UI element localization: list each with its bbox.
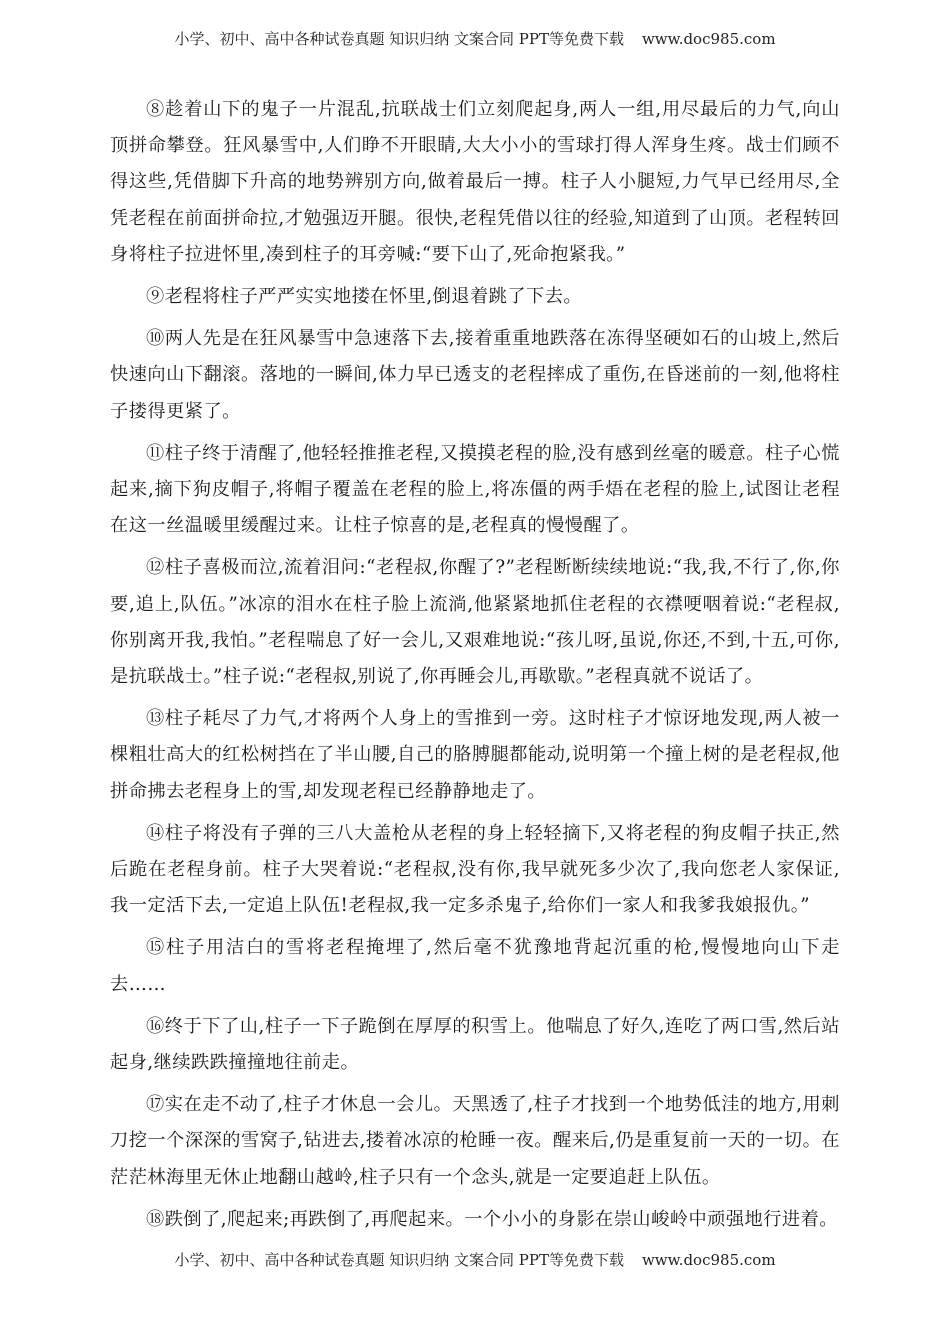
paragraph-15: ⑮柱子用洁白的雪将老程掩埋了,然后毫不犹豫地背起沉重的枪,慢慢地向山下走去…… xyxy=(110,937,840,995)
paragraph-9: ⑨老程将柱子严严实实地搂在怀里,倒退着跳了下去。 xyxy=(146,286,583,308)
header-text: 小学、初中、高中各种试卷真题 知识归纳 文案合同 PPT等免费下载 xyxy=(174,30,624,48)
paragraph-12: ⑫柱子喜极而泣,流着泪问:“老程叔,你醒了?”老程断断续续地说:“我,我,不行了,你,你要,追上,队伍。”冰凉的泪水在柱子脸上流淌,他紧紧地抓住老程的衣襟哽咽着说:“老程叔,你别离开我,我怕。”老程喘息了好一会儿,又艰难地说:“孩儿呀,虽说,你还,不到,十五,可你,是抗联战士。”柱子说:“老程叔,别说了,你再睡会儿,再歇歇。”老程真就不说话了。 xyxy=(110,557,840,688)
paragraph-18: ⑱跌倒了,爬起来;再跌倒了,再爬起来。一个小小的身影在崇山峻岭中顽强地行进着。 xyxy=(146,1208,838,1230)
paragraph-16: ⑯终于下了山,柱子一下子跪倒在厚厚的积雪上。他喘息了好久,连吃了两口雪,然后站起身,继续跌跌撞撞地往前走。 xyxy=(110,1015,840,1074)
paragraph-10: ⑩两人先是在狂风暴雪中急速落下去,接着重重地跌落在冻得坚硬如石的山坡上,然后快速向山下翻滚。落地的一瞬间,体力早已透支的老程摔成了重伤,在昏迷前的一刻,他将柱子搂得更紧了。 xyxy=(110,328,840,422)
header-url[interactable]: www.doc985.com xyxy=(641,30,776,48)
paragraph-17: ⑰实在走不动了,柱子才休息一会儿。天黑透了,柱子才找到一个地势低洼的地方,用刺刀挖一个深深的雪窝子,钻进去,搂着冰凉的枪睡一夜。醒来后,仍是重复前一天的一切。在茫茫林海里无休止地翻山越岭,柱子只有一个念头,就是一定要追赶上队伍。 xyxy=(110,1094,840,1188)
page-header xyxy=(0,28,950,49)
paragraph-8: ⑧趁着山下的鬼子一片混乱,抗联战士们立刻爬起身,两人一组,用尽最后的力气,向山顶拼命攀登。狂风暴雪中,人们睁不开眼睛,大大小小的雪球打得人浑身生疼。战士们顾不得这些,凭借脚下升高的地势辨别方向,做着最后一搏。柱子人小腿短,力气早已经用尽,全凭老程在前面拼命拉,才勉强迈开腿。很快,老程凭借以往的经验,知道到了山顶。老程转回身将柱子拉进怀里,凑到柱子的耳旁喊:“要下山了,死命抱紧我。” xyxy=(110,99,840,265)
paragraph-11: ⑪柱子终于清醒了,他轻轻推推老程,又摸摸老程的脸,没有感到丝毫的暖意。柱子心慌起来,摘下狗皮帽子,将帽子覆盖在老程的脸上,将冻僵的两手焐在老程的脸上,试图让老程在这一丝温暖里缓醒过来。让柱子惊喜的是,老程真的慢慢醒了。 xyxy=(110,442,840,537)
paragraph-13: ⑬柱子耗尽了力气,才将两个人身上的雪推到一旁。这时柱子才惊讶地发现,两人被一棵粗壮高大的红松树挡在了半山腰,自己的胳膊腿都能动,说明第一个撞上树的是老程叔,他拼命拂去老程身上的雪,却发现老程已经静静地走了。 xyxy=(110,708,840,802)
footer-url[interactable]: www.doc985.com xyxy=(641,1251,776,1269)
footer-text: 小学、初中、高中各种试卷真题 知识归纳 文案合同 PPT等免费下载 xyxy=(174,1251,624,1269)
paragraph-14: ⑭柱子将没有子弹的三八大盖枪从老程的身上轻轻摘下,又将老程的狗皮帽子扶正,然后跪在老程身前。柱子大哭着说:“老程叔,没有你,我早就死多少次了,我向您老人家保证,我一定活下去,一定追上队伍!老程叔,我一定多杀鬼子,给你们一家人和我爹我娘报仇。” xyxy=(110,822,840,917)
article-body xyxy=(110,92,840,1244)
page-footer xyxy=(0,1249,950,1270)
